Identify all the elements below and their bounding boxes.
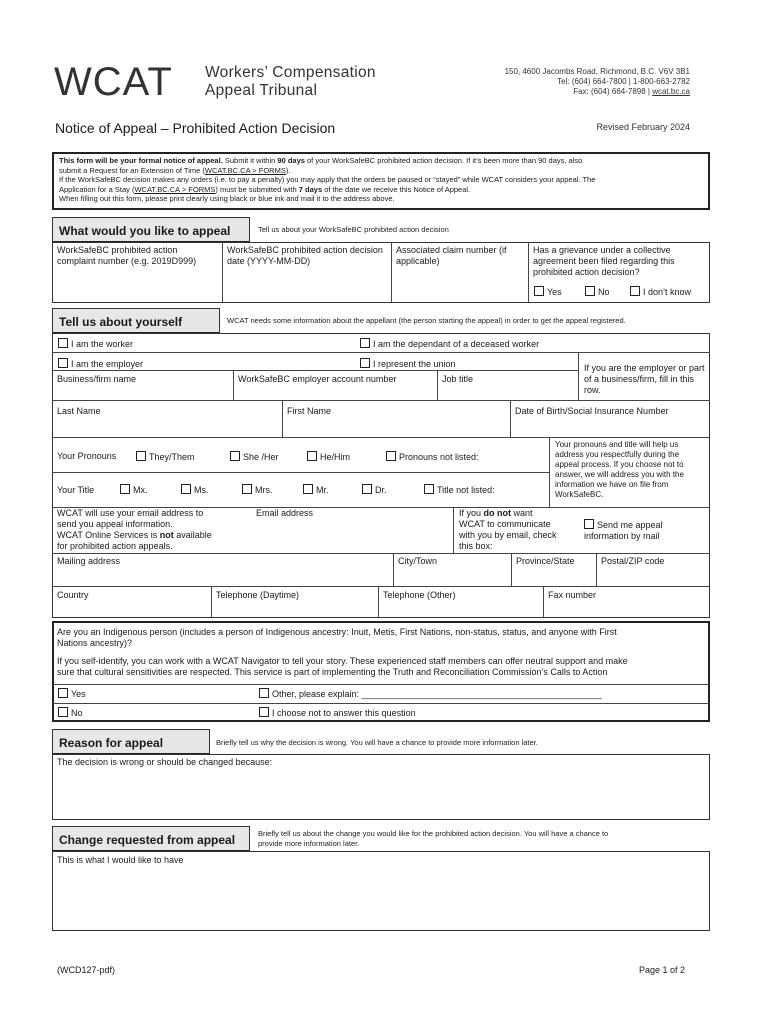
- telephone-other-field[interactable]: Telephone (Other): [383, 590, 456, 600]
- no-email-note: If you do not want WCAT to communicate with you by email, check this box:: [459, 508, 557, 551]
- pronouns-label: Your Pronouns: [57, 451, 117, 461]
- page-number: Page 1 of 2: [638, 965, 685, 975]
- section-yourself-note: WCAT needs some information about the appellant (the person starting the appeal) in order to get the appeal registered.: [227, 316, 626, 325]
- website-link[interactable]: wcat.bc.ca: [652, 87, 690, 96]
- title-not-listed[interactable]: Title not listed:: [424, 484, 495, 496]
- title-mrs[interactable]: Mrs.: [242, 484, 273, 496]
- checkbox[interactable]: [120, 484, 130, 494]
- checkbox[interactable]: [584, 519, 594, 529]
- org-name: Workers’ Compensation Appeal Tribunal: [205, 64, 376, 99]
- section-appeal-heading: What would you like to appeal: [52, 217, 250, 243]
- pronoun-note: Your pronouns and title will help us address you respectfully during the appeal process. If you choose not to answer, we will address you with the information we have on file from WorkSafeBC.: [555, 440, 684, 499]
- country-field[interactable]: Country: [57, 590, 89, 600]
- checkbox[interactable]: [630, 286, 640, 296]
- section-change-heading: Change requested from appeal: [52, 826, 250, 852]
- title-ms[interactable]: Ms.: [181, 484, 209, 496]
- complaint-number-field[interactable]: WorkSafeBC prohibited action complaint number (e.g. 2019D999): [57, 245, 197, 266]
- email-field[interactable]: Email address: [256, 508, 314, 518]
- title-label: Your Title: [57, 485, 95, 495]
- checkbox[interactable]: [303, 484, 313, 494]
- form-code: (WCD127-pdf): [57, 965, 116, 975]
- pronoun-not-listed[interactable]: Pronouns not listed:: [386, 451, 479, 463]
- checkbox[interactable]: [534, 286, 544, 296]
- checkbox[interactable]: [360, 338, 370, 348]
- checkbox[interactable]: [242, 484, 252, 494]
- grievance-no[interactable]: No: [585, 286, 610, 298]
- employer-account-field[interactable]: WorkSafeBC employer account number: [238, 374, 397, 384]
- pronoun-she[interactable]: She /Her: [230, 451, 279, 463]
- role-employer[interactable]: I am the employer: [58, 358, 143, 370]
- checkbox[interactable]: [58, 707, 68, 717]
- fax-field[interactable]: Fax number: [548, 590, 597, 600]
- checkbox[interactable]: [362, 484, 372, 494]
- checkbox[interactable]: [307, 451, 317, 461]
- checkbox[interactable]: [58, 688, 68, 698]
- checkbox[interactable]: [360, 358, 370, 368]
- pronoun-he[interactable]: He/Him: [307, 451, 350, 463]
- province-field[interactable]: Province/State: [516, 556, 575, 566]
- role-dependant[interactable]: I am the dependant of a deceased worker: [360, 338, 539, 350]
- business-name-field[interactable]: Business/firm name: [57, 374, 137, 384]
- job-title-field[interactable]: Job title: [442, 374, 474, 384]
- change-field-label: This is what I would like to have: [57, 855, 184, 865]
- checkbox[interactable]: [585, 286, 595, 296]
- postal-field[interactable]: Postal/ZIP code: [601, 556, 665, 566]
- indigenous-yes[interactable]: Yes: [58, 688, 86, 700]
- section-reason-note: Briefly tell us why the decision is wrong. You will have a chance to provide more information later.: [216, 738, 538, 747]
- grievance-yes[interactable]: Yes: [534, 286, 562, 298]
- indigenous-question: Are you an Indigenous person (includes a person of Indigenous ancestry: Inuit, Metis, First Nations, non-status, status, and anyone with First Nations ancestry)?: [57, 627, 617, 648]
- indigenous-info: If you self-identify, you can work with a WCAT Navigator to tell your story. These experienced staff members can offer neutral support and make sure that cultural sensitivities are respected. This service is part of implementing the Truth and Reconciliation Commission’s Calls to Action: [57, 656, 628, 677]
- section-appeal-note: Tell us about your WorkSafeBC prohibited action decision: [258, 225, 449, 234]
- grievance-question: Has a grievance under a collective agreement been filed regarding this prohibited action decision?: [533, 245, 675, 277]
- title-mr[interactable]: Mr.: [303, 484, 329, 496]
- indigenous-other[interactable]: Other, please explain: ________________________________________________: [259, 688, 602, 700]
- section-change-note: Briefly tell us about the change you would like for the prohibited action decision. You will have a chance to provide more information later.: [258, 829, 609, 848]
- revision-date: Revised February 2024: [596, 122, 690, 132]
- pronoun-they[interactable]: They/Them: [136, 451, 195, 463]
- checkbox[interactable]: [181, 484, 191, 494]
- employer-row-note: If you are the employer or part of a business/firm, fill in this row.: [584, 363, 705, 395]
- checkbox[interactable]: [58, 338, 68, 348]
- stay-forms-link[interactable]: WCAT.BC.CA > FORMS: [134, 184, 216, 194]
- forms-link[interactable]: WCAT.BC.CA > FORMS: [204, 165, 286, 175]
- checkbox[interactable]: [58, 358, 68, 368]
- indigenous-no[interactable]: No: [58, 707, 83, 719]
- mail-option[interactable]: Send me appeal information by mail: [584, 520, 663, 541]
- indigenous-decline[interactable]: I choose not to answer this question: [259, 707, 416, 719]
- title-dr[interactable]: Dr.: [362, 484, 387, 496]
- mailing-address-field[interactable]: Mailing address: [57, 556, 121, 566]
- reason-field-label: The decision is wrong or should be changed because:: [57, 757, 273, 767]
- checkbox[interactable]: [136, 451, 146, 461]
- wcat-logo: WCAT: [54, 60, 173, 104]
- decision-date-field[interactable]: WorkSafeBC prohibited action decision date (YYYY-MM-DD): [227, 245, 383, 266]
- checkbox[interactable]: [386, 451, 396, 461]
- checkbox[interactable]: [424, 484, 434, 494]
- checkbox[interactable]: [230, 451, 240, 461]
- claim-number-field[interactable]: Associated claim number (if applicable): [396, 245, 507, 266]
- title-mx[interactable]: Mx.: [120, 484, 148, 496]
- first-name-field[interactable]: First Name: [287, 406, 332, 416]
- section-reason-heading: Reason for appeal: [52, 729, 210, 755]
- grievance-dontknow[interactable]: I don’t know: [630, 286, 691, 298]
- telephone-day-field[interactable]: Telephone (Daytime): [216, 590, 300, 600]
- contact-block: 150, 4600 Jacombs Road, Richmond, B.C. V6V 3B1 Tel: (604) 664-7800 | 1-800-663-2782 Fax: (604) 664-7898 | wcat.bc.ca: [504, 67, 690, 96]
- role-union[interactable]: I represent the union: [360, 358, 456, 370]
- checkbox[interactable]: [259, 688, 269, 698]
- intro-box: This form will be your formal notice of appeal. Submit it within 90 days of your WorkSafeBC prohibited action decision. If it’s been more than 90 days, also submit a Request for an Extension of Time (WCAT.BC.CA > FORMS). If the WorkSafeBC decision makes any orders (i.e. to pay a penalty) you may apply that the orders be paused or “stayed” while WCAT considers your appeal. The Application for a Stay (WCAT.BC.CA > FORMS) must be submitted with 7 days of the date we receive this Notice of Appeal. When filling out this form, please print clearly using black or blue ink and mail it to the address above.: [52, 152, 710, 210]
- role-worker[interactable]: I am the worker: [58, 338, 133, 350]
- last-name-field[interactable]: Last Name: [57, 406, 101, 416]
- checkbox[interactable]: [259, 707, 269, 717]
- dob-sin-field[interactable]: Date of Birth/Social Insurance Number: [515, 406, 669, 416]
- city-field[interactable]: City/Town: [398, 556, 438, 566]
- form-title: Notice of Appeal – Prohibited Action Decision: [55, 120, 336, 136]
- email-note: WCAT will use your email address to send you appeal information. WCAT Online Services is not available for prohibited action appeals.: [57, 508, 212, 551]
- section-yourself-heading: Tell us about yourself: [52, 308, 220, 334]
